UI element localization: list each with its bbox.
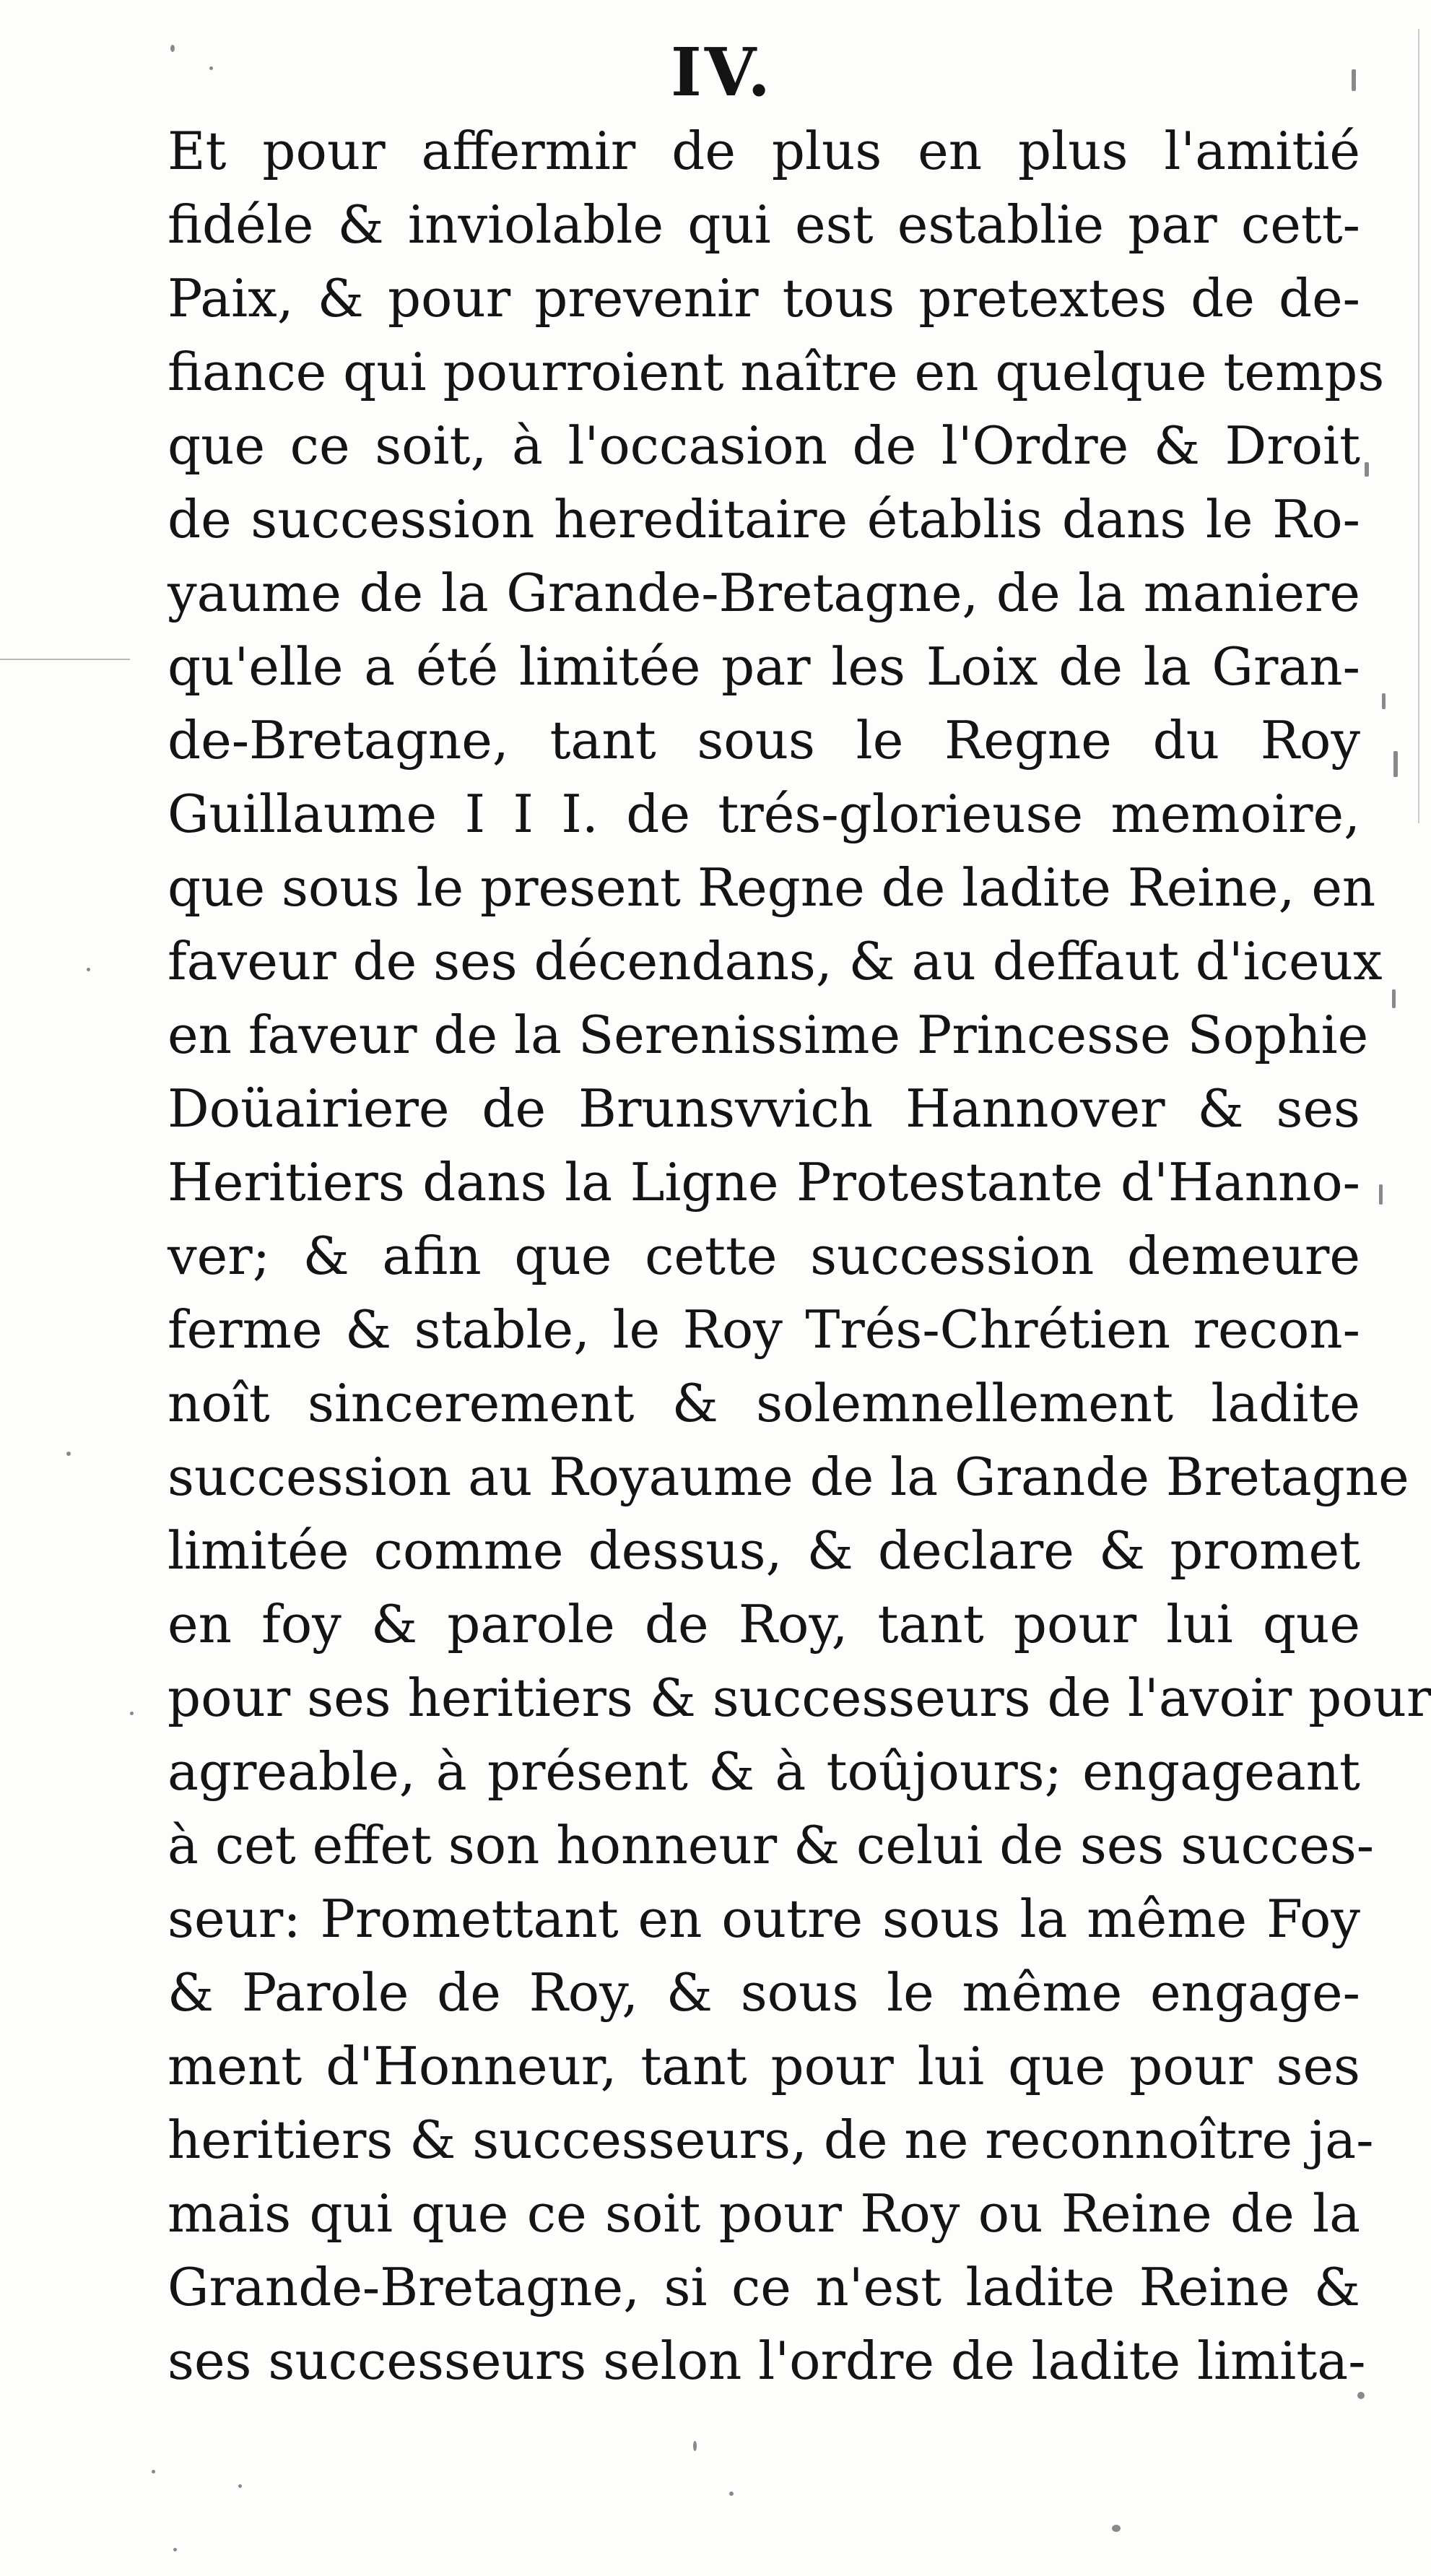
text-line-20: limitée comme dessus, & declare & promet [168, 1520, 1360, 1581]
text-line-16: ver; & afin que cette succession demeure [168, 1226, 1360, 1286]
speck [1392, 989, 1396, 1008]
text-line-24: à cet effet son honneur & celui de ses succes- [168, 1815, 1375, 1875]
text-line-21: en foy & parole de Roy, tant pour lui que [168, 1594, 1360, 1655]
text-line-10: Guillaume I I I. de trés-glorieuse memoire, [168, 784, 1360, 844]
text-line-23: agreable, à présent & à toûjours; engageant [168, 1741, 1360, 1802]
text-line-18: noît sincerement & solemnellement ladite [168, 1373, 1360, 1434]
text-line-4: fiance qui pourroient naître en quelque temps [168, 342, 1385, 402]
text-line-14: Doüairiere de Brunsvvich Hannover & ses [168, 1078, 1360, 1139]
text-line-15: Heritiers dans la Ligne Protestante d'Hanno- [168, 1152, 1360, 1213]
speck [152, 2470, 155, 2473]
speck [1352, 69, 1356, 91]
text-line-2: fidéle & inviolable qui est establie par cett- [168, 194, 1360, 255]
speck [693, 2441, 697, 2451]
text-line-11: que sous le present Regne de ladite Reine, en [168, 857, 1376, 918]
text-line-12: faveur de ses décendans, & au deffaut d'iceux [168, 931, 1383, 992]
text-line-6: de succession hereditaire établis dans le Ro- [168, 489, 1360, 550]
speck [1379, 1184, 1383, 1205]
text-line-28: heritiers & successeurs, de ne reconnoître ja- [168, 2109, 1374, 2170]
text-line-30: Grande-Bretagne, si ce n'est ladite Reine & [168, 2257, 1360, 2317]
speck [729, 2492, 734, 2496]
speck [1393, 751, 1398, 777]
speck [66, 1452, 71, 1456]
page-number: IV. [670, 33, 774, 111]
text-line-9: de-Bretagne, tant sous le Regne du Roy [168, 710, 1360, 771]
text-line-29: mais qui que ce soit pour Roy ou Reine de la [168, 2183, 1360, 2244]
speck [209, 66, 213, 70]
text-line-27: ment d'Honneur, tant pour lui que pour ses [168, 2036, 1360, 2096]
speck [1365, 462, 1369, 477]
body-text [168, 114, 1431, 2398]
text-line-31: ses successeurs selon l'ordre de ladite limita- [168, 2330, 1366, 2391]
text-line-5: que ce soit, à l'occasion de l'Ordre & Droit [168, 415, 1360, 476]
speck [173, 2548, 177, 2551]
speck [238, 2484, 242, 2488]
text-line-25: seur: Promettant en outre sous la même Foy [168, 1888, 1360, 1949]
speck [1382, 693, 1386, 709]
speck [87, 968, 90, 971]
text-line-26: & Parole de Roy, & sous le même engage- [168, 1962, 1360, 2023]
speck [170, 45, 175, 52]
text-line-13: en faveur de la Serenissime Princesse Sophie [168, 1005, 1369, 1065]
text-line-19: succession au Royaume de la Grande Bretagne [168, 1447, 1409, 1507]
text-line-3: Paix, & pour prevenir tous pretextes de de- [168, 268, 1360, 329]
left-edge-dash [0, 659, 130, 660]
text-line-17: ferme & stable, le Roy Trés-Chrétien recon- [168, 1299, 1360, 1360]
speck [1112, 2525, 1121, 2532]
text-line-1: Et pour affermir de plus en plus l'amitié [168, 121, 1360, 181]
speck [1357, 2392, 1365, 2399]
speck [130, 1712, 134, 1715]
text-line-7: yaume de la Grande-Bretagne, de la maniere [168, 563, 1360, 623]
text-line-8: qu'elle a été limitée par les Loix de la Gran- [168, 636, 1360, 697]
text-line-22: pour ses heritiers & successeurs de l'avoir pour [168, 1668, 1431, 1728]
right-edge-line [1418, 29, 1419, 823]
